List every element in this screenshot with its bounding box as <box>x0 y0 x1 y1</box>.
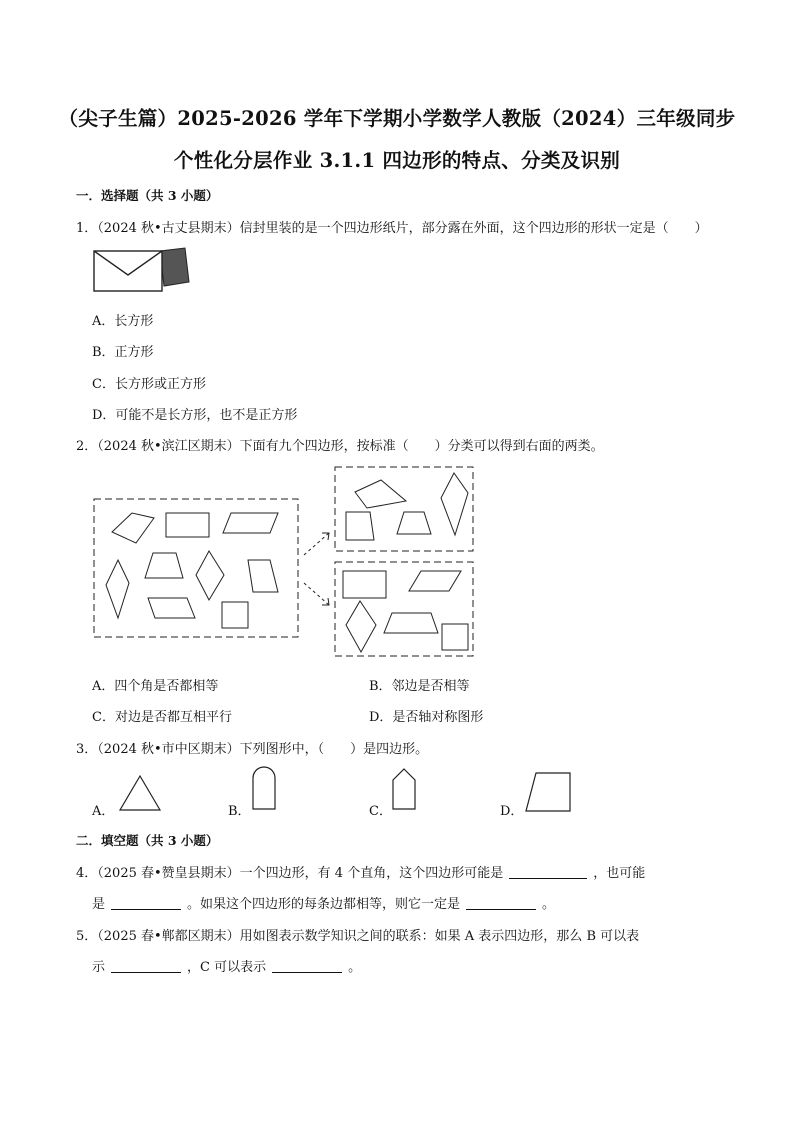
q2-option-a: A．四个角是否都相等 <box>92 679 219 694</box>
q4-text-1: 4．（2025 春•赞皇县期末）一个四边形，有 4 个直角，这个四边形可能是 <box>76 866 504 881</box>
q1-option-b: B．正方形 <box>92 345 154 360</box>
question-2-text: 2．（2024 秋•滨江区期末）下面有九个四边形，按标准（ ）分类可以得到右面的两类。 <box>76 439 604 454</box>
question-4-line-1 <box>76 862 645 881</box>
document-title-line-1: （尖子生篇）2025-2026 学年下学期小学数学人教版（2024）三年级同步 <box>58 107 736 130</box>
q5-text-2: ，C 可以表示 <box>187 960 267 975</box>
question-1-text: 1．（2024 秋•古丈县期末）信封里装的是一个四边形纸片，部分露在外面，这个四边形的形状一定是（ ） <box>76 221 708 236</box>
q2-option-b: B．邻边是否相等 <box>369 679 470 694</box>
question-5-line-2 <box>76 956 361 975</box>
q3-option-b: B． <box>228 804 251 819</box>
group-1-box <box>335 467 473 551</box>
q4-text-4: 。如果这个四边形的每条边都相等，则它一定是 <box>187 897 461 912</box>
arch-shape <box>251 765 277 811</box>
q5-blank-2[interactable] <box>272 959 342 973</box>
section-heading-fill-in: 二．填空题（共 3 小题） <box>76 833 219 848</box>
pentagon-shape <box>391 767 417 811</box>
section-heading-choice: 一．选择题（共 3 小题） <box>76 188 219 203</box>
q1-option-a: A．长方形 <box>92 314 154 329</box>
q4-blank-3[interactable] <box>466 896 536 910</box>
q2-option-c: C．对边是否都互相平行 <box>92 710 232 725</box>
q3-option-d: D． <box>500 804 524 819</box>
quadrilateral-classification-figure <box>92 465 477 660</box>
triangle-shape <box>118 774 162 812</box>
q5-text-3: 。 <box>348 960 362 975</box>
question-3-text: 3．（2024 秋•市中区期末）下列图形中，（ ）是四边形。 <box>76 742 429 757</box>
q5-blank-1[interactable] <box>111 959 181 973</box>
question-4-line-2 <box>76 893 555 912</box>
document-title-line-2: 个性化分层作业 3.1.1 四边形的特点、分类及识别 <box>173 149 621 172</box>
q1-option-d: D．可能不是长方形，也不是正方形 <box>92 408 298 423</box>
q4-text-2: ，也可能 <box>593 866 646 881</box>
q4-text-5: 。 <box>542 897 556 912</box>
q5-text-1: 示 <box>92 960 106 975</box>
q2-option-d: D．是否轴对称图形 <box>369 710 484 725</box>
question-5-line-1: 5．（2025 春•郸都区期末）用如图表示数学知识之间的联系：如果 A 表示四边形，那么 B 可以表 <box>76 929 640 944</box>
q3-option-c: C． <box>369 804 392 819</box>
envelope-figure <box>92 248 192 292</box>
q4-text-3: 是 <box>92 897 106 912</box>
q4-blank-1[interactable] <box>509 865 587 879</box>
q3-option-a: A． <box>92 804 115 819</box>
q1-option-c: C．长方形或正方形 <box>92 377 206 392</box>
q4-blank-2[interactable] <box>111 896 181 910</box>
trapezoid-shape <box>524 771 574 813</box>
